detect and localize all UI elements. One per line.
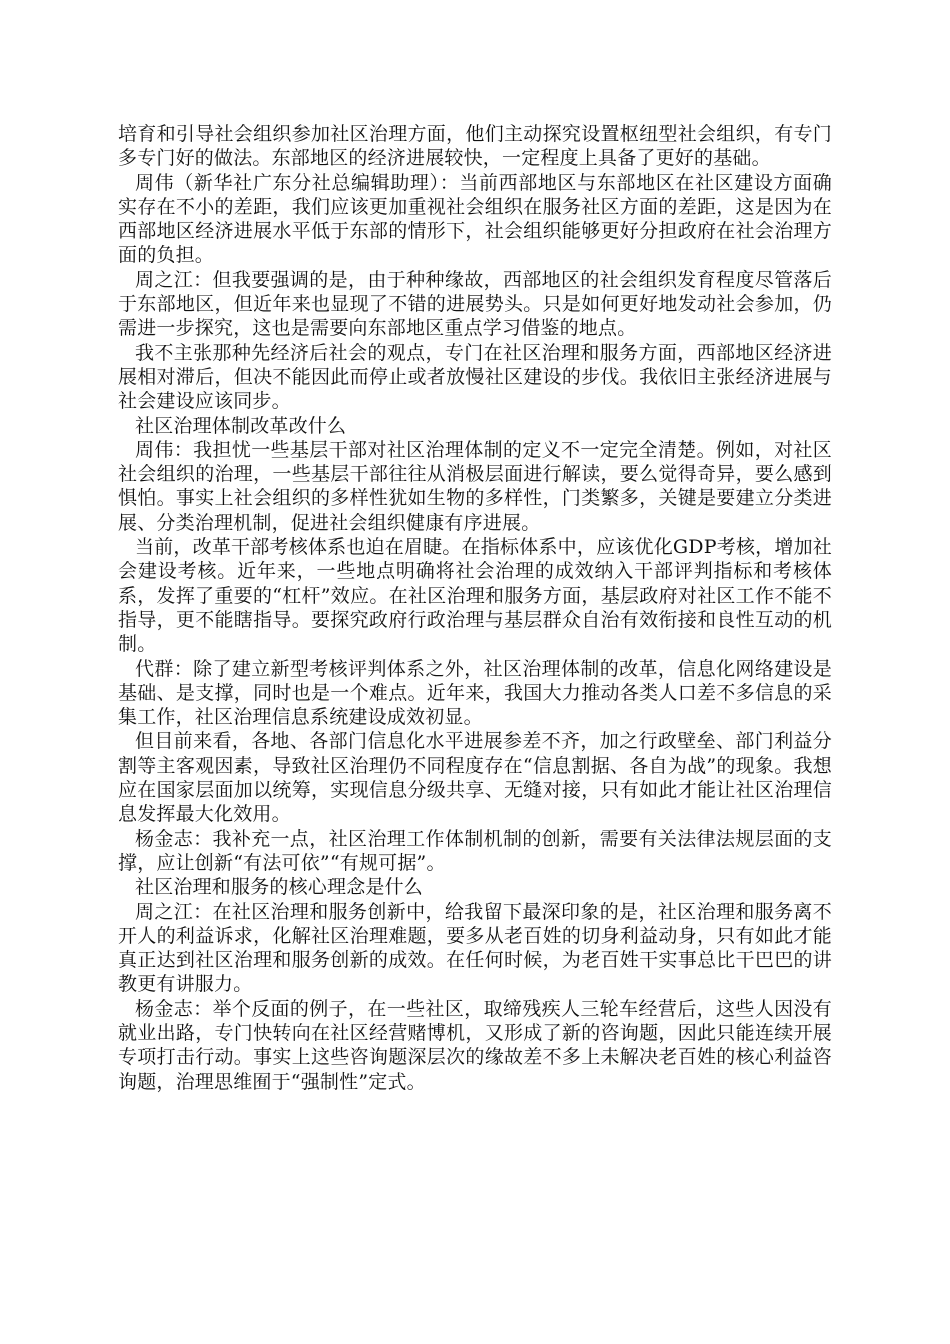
paragraph: 周之江：在社区治理和服务创新中，给我留下最深印象的是，社区治理和服务离不开人的利益诉求，化解社区治理难题，要多从老百姓的切身利益动身，只有如此才能真正达到社区治理和服务创新的成效。在任何时候，为老百姓干实事总比干巴巴的讲教更有讲服力。 [118,900,832,996]
paragraph: 培育和引导社会组织参加社区治理方面，他们主动探究设置枢纽型社会组织，有专门多专门好的做法。东部地区的经济进展较快，一定程度上具备了更好的基础。 [118,123,832,170]
paragraph: 周之江：但我要强调的是，由于种种缘故，西部地区的社会组织发育程度尽管落后于东部地区，但近年来也显现了不错的进展势头。只是如何更好地发动社会参加，仍需进一步探究，这也是需要向东部地区重点学习借鉴的地点。 [118,268,832,340]
paragraph: 代群：除了建立新型考核评判体系之外，社区治理体制的改革，信息化网络建设是基础、是支撑，同时也是一个难点。近年来，我国大力推动各类人口差不多信息的采集工作，社区治理信息系统建设成效初显。 [118,657,832,729]
section-heading: 社区治理和服务的核心理念是什么 [135,876,424,899]
section-heading: 社区治理体制改革改什么 [135,414,347,437]
paragraph: 但目前来看，各地、各部门信息化水平进展参差不齐，加之行政壁垒、部门利益分割等主客观因素，导致社区治理仍不同程度存在“信息割据、各自为战”的现象。我想应在国家层面加以统筹，实现信息分级共享、无缝对接，只有如此才能让社区治理信息发挥最大化效用。 [118,730,832,826]
paragraph: 杨金志：我补充一点，社区治理工作体制机制的创新，需要有关法律法规层面的支撑，应让创新“有法可依”“有规可据”。 [118,827,832,874]
paragraph: 周伟：我担忧一些基层干部对社区治理体制的定义不一定完全清楚。例如，对社区社会组织的治理，一些基层干部往往从消极层面进行解读，要么觉得奇异，要么感到惧怕。事实上社会组织的多样性犹如生物的多样性，门类繁多，关键是要建立分类进展、分类治理机制，促进社会组织健康有序进展。 [118,438,832,534]
paragraph: 周伟（新华社广东分社总编辑助理）：当前西部地区与东部地区在社区建设方面确实存在不小的差距，我们应该更加重视社会组织在服务社区方面的差距，这是因为在西部地区经济进展水平低于东部的情形下，社会组织能够更好分担政府在社会治理方面的负担。 [118,171,832,267]
document-page [118,122,832,1094]
paragraph: 我不主张那种先经济后社会的观点，专门在社区治理和服务方面，西部地区经济进展相对滞后，但决不能因此而停止或者放慢社区建设的步伐。我依旧主张经济进展与社会建设应该同步。 [118,341,832,413]
paragraph: 当前，改革干部考核体系也迫在眉睫。在指标体系中，应该优化GDP考核，增加社会建设考核。近年来，一些地点明确将社会治理的成效纳入干部评判指标和考核体系，发挥了重要的“杠杆”效应。在社区治理和服务方面，基层政府对社区工作不能不指导，更不能瞎指导。要探究政府行政治理与基层群众自治有效衔接和良性互动的机制。 [118,536,832,656]
paragraph: 杨金志：举个反面的例子，在一些社区，取缔残疾人三轮车经营后，这些人因没有就业出路，专门快转向在社区经营赌博机，又形成了新的咨询题，因此只能连续开展专项打击行动。事实上这些咨询题深层次的缘故差不多上未解决老百姓的核心利益咨询题，治理思维囿于“强制性”定式。 [118,997,832,1093]
